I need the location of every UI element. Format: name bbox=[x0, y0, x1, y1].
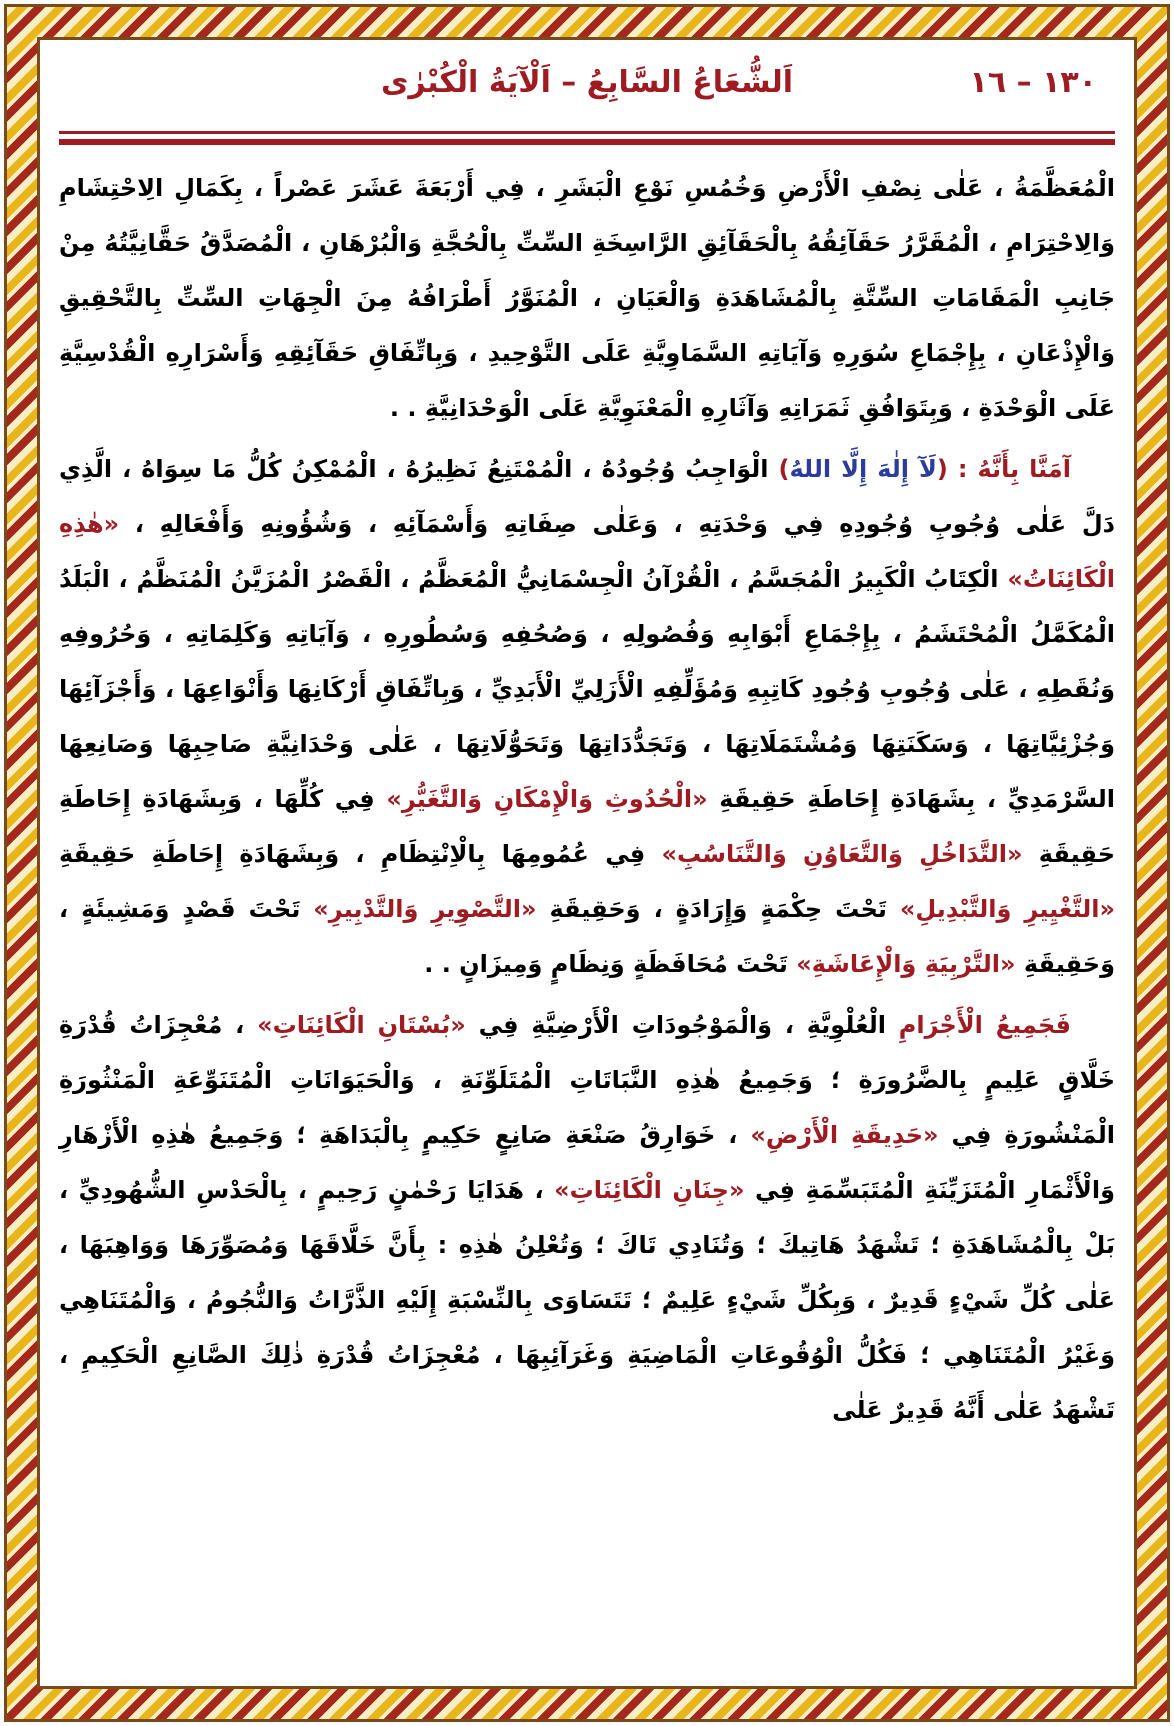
page-title: اَلشُّعَاعُ السَّابِعُ – اَلْآيَةُ الْكُبْرٰى bbox=[380, 65, 794, 100]
page-content bbox=[33, 33, 1141, 1693]
text-segment: ، هَدَايَا رَحْمٰنٍ رَحِيمٍ ، بِالْحَدْسِ الشُّهُودِيِّ ، بَلْ بِالْمُشَاهَدَةِ ؛ تَشْهَدُ هَاتِيكَ ؛ وَتُنَادِي تَاكَ ؛ وَتُعْلِنُ هٰذِهِ : بِأَنَّ خَلَّاقَهَا وَمُصَوِّرَهَا وَوَاهِبَهَا ، عَلٰى كُلِّ شَيْءٍ قَدِيرٌ ، وَبِكُلِّ شَيْءٍ عَلِيمٌ ؛ تَتَسَاوَى بِالنِّسْبَةِ إِلَيْهِ الذَّرَّاتُ وَالنُّجُومُ ، وَالْمُتَنَاهِي وَغَيْرُ الْمُتَنَاهِي ؛ فَكُلُّ الْوُقُوعَاتِ الْمَاضِيَةِ وَغَرَآئِبِهَا ، مُعْجِزَاتُ قُدْرَةِ ذٰلِكَ الصَّانِعِ الْحَكِيمِ ، تَشْهَدُ عَلٰى أَنَّهُ قَدِيرٌ عَلٰى bbox=[59, 1176, 1115, 1424]
text-segment: فِي كُلِّهَا ، وَبِشَهَادَةِ إِحَاطَةِ حَقِيقَةِ bbox=[59, 785, 1115, 868]
text-segment: فِي عُمُومِهَا بِالْاِنْتِظَامِ ، وَبِشَهَادَةِ إِحَاطَةِ حَقِيقَةِ bbox=[59, 840, 662, 868]
highlighted-phrase: «التَّرْبِيَةِ وَالْإِعَاشَةِ» bbox=[796, 950, 1016, 978]
highlighted-phrase: «هٰذِهِ الْكَائِنَاتُ» bbox=[59, 510, 1115, 593]
text-segment: الْكِتَابُ الْكَبِيرُ الْمُجَسَّمُ ، الْقُرْآنُ الْجِسْمَانِيُّ الْمُعَظَّمُ ، الْقَصْرُ الْمُزَيَّنُ الْمُنَظَّمُ ، الْبَلَدُ الْمُكَمَّلُ الْمُحْتَشَمُ ، بِإِجْمَاعِ أَبْوَابِهِ وَفُصُولِهِ ، وَصُحُفِهِ وَسُطُورِهِ ، وَآيَاتِهِ وَكَلِمَاتِهِ ، وَحُرُوفِهِ وَنُقَطِهِ ، عَلٰى وُجُوبِ وُجُودِ كَاتِبِهِ وَمُؤَلِّفِهِ الْأَزَلِيِّ الْأَبَدِيِّ ، وَبِاتِّفَاقِ أَرْكَانِهَا وَأَنْوَاعِهَا ، وَأَجْزَآئِهَا وَجُزْئِيَّاتِهَا ، وَسَكَنَتِهَا وَمُشْتَمَلَاتِهَا ، وَتَجَدُّدَاتِهَا وَتَحَوُّلَاتِهَا ، عَلٰى وَحْدَانِيَّةِ صَاحِبِهَا وَصَانِعِهَا السَّرْمَدِيِّ ، بِشَهَادَةِ إِحَاطَةِ حَقِيقَةِ bbox=[59, 565, 1115, 813]
highlighted-phrase: «بُسْتَانِ الْكَائِنَاتِ» bbox=[257, 1011, 466, 1039]
text-segment: الْوَاجِبُ وُجُودُهُ ، الْمُمْتَنِعُ نَظِيرُهُ ، الْمُمْكِنُ كُلُّ مَا سِوَاهُ ، الَّذِي دَلَّ عَلٰى وُجُوبِ وُجُودِهِ فِي وَحْدَتِهِ ، وَعَلٰى صِفَاتِهِ وَأَسْمَآئِهِ ، وَشُؤُونِهِ وَأَفْعَالِهِ ، bbox=[59, 455, 1115, 538]
highlighted-phrase: «جِنَانِ الْكَائِنَاتِ» bbox=[554, 1176, 745, 1204]
paragraph bbox=[59, 161, 1115, 436]
text-segment: تَحْتَ قَصْدٍ وَمَشِيئَةٍ ، وَحَقِيقَةِ bbox=[59, 895, 1115, 978]
highlighted-phrase: «التَّغْيِيرِ وَالتَّبْدِيلِ» bbox=[899, 895, 1116, 923]
highlighted-phrase: «الْحُدُوثِ وَالْإِمْكَانِ وَالتَّغَيُّرِ» bbox=[386, 785, 708, 813]
text-segment: ، مُعْجِزَاتُ قُدْرَةِ خَلَّاقٍ عَلِيمٍ بِالضَّرُورَةِ ؛ وَجَمِيعُ هٰذِهِ النَّبَاتَاتِ الْمُتَلَوِّنَةِ ، وَالْحَيَوَانَاتِ الْمُتَنَوِّعَةِ الْمَنْثُورَةِ الْمَنْشُورَةِ فِي bbox=[59, 1011, 1115, 1149]
paragraph bbox=[59, 442, 1115, 992]
highlighted-phrase: فَجَمِيعُ الْأَجْرَامِ bbox=[898, 1011, 1072, 1039]
paragraph bbox=[59, 998, 1115, 1438]
body-text bbox=[59, 161, 1115, 1438]
text-segment: الْمُعَظَّمَةُ ، عَلٰى نِصْفِ الْأَرْضِ وَخُمُسِ نَوْعِ الْبَشَرِ ، فِي أَرْبَعَةَ عَشَرَ عَصْراً ، بِكَمَالِ الِاحْتِشَامِ وَالِاحْتِرَامِ ، الْمُقَرَّرُ حَقَآئِقُهُ بِالْحَقَآئِقِ الرَّاسِخَةِ السِّتِّ بِالْحُجَّةِ وَالْبُرْهَانِ ، الْمُصَدَّقُ حَقَّانِيَّتُهُ مِنْ جَانِبِ الْمَقَامَاتِ السِّتَّةِ بِالْمُشَاهَدَةِ وَالْعَيَانِ ، الْمُنَوَّرُ أَطْرَافُهُ مِنَ الْجِهَاتِ السِّتِّ بِالتَّحْقِيقِ وَالْإِذْعَانِ ، بِإِجْمَاعِ سُوَرِهِ وَآيَاتِهِ السَّمَاوِيَّةِ عَلَى التَّوْحِيدِ ، وَبِاتِّفَاقِ حَقَآئِقِهِ وَأَسْرَارِهِ الْقُدْسِيَّةِ عَلَى الْوَحْدَةِ ، وَبِتَوَافُقِ ثَمَرَاتِهِ وَآثَارِهِ الْمَعْنَوِيَّةِ عَلَى الْوَحْدَانِيَّةِ . . bbox=[59, 174, 1115, 422]
highlighted-phrase: آمَنَّا بِأَنَّهُ : ( bbox=[936, 455, 1071, 483]
highlighted-phrase: «التَّصْوِيرِ وَالتَّدْبِيرِ» bbox=[313, 895, 537, 923]
highlighted-phrase: «التَّدَاخُلِ وَالتَّعَاوُنِ وَالتَّنَاسُبِ» bbox=[661, 840, 1023, 868]
text-segment: تَحْتَ مُحَافَظَةٍ وَنِظَامٍ وَمِيزَانٍ . . bbox=[424, 950, 797, 978]
quran-quote: لَآ إِلٰهَ إِلَّا اللهُ bbox=[789, 455, 937, 483]
page-header bbox=[59, 59, 1115, 125]
text-segment: ، خَوَارِقُ صَنْعَةِ صَانِعٍ حَكِيمٍ بِالْبَدَاهَةِ ؛ وَجَمِيعُ هٰذِهِ الْأَزْهَارِ وَالْأَثْمَارِ الْمُتَزَيِّنَةِ الْمُتَبَسِّمَةِ فِي bbox=[59, 1121, 1115, 1204]
text-segment: تَحْتَ حِكْمَةٍ وَإِرَادَةٍ ، وَحَقِيقَةِ bbox=[536, 895, 900, 923]
header-divider bbox=[59, 131, 1115, 145]
highlighted-phrase: ) bbox=[778, 455, 790, 483]
text-segment: الْعُلْوِيَّةِ ، وَالْمَوْجُودَاتِ الْأَرْضِيَّةِ فِي bbox=[465, 1011, 899, 1039]
page-number: ١٣٠ – ١٦ bbox=[969, 65, 1097, 100]
highlighted-phrase: «حَدِيقَةِ الْأَرْضِ» bbox=[750, 1121, 939, 1149]
